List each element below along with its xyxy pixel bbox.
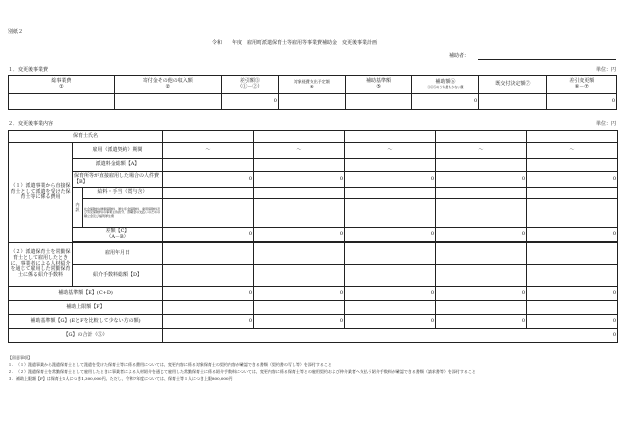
teacher-name-2[interactable] bbox=[254, 131, 345, 143]
group2-label: （２）派遣保育士を常勤保育士として雇用したときに、事業者による人材紹介を通じて雇用した常勤保育士に係る紹介手数料 bbox=[9, 243, 73, 287]
col-change-amount: 差引変更額 ⑥－⑦ bbox=[547, 76, 617, 94]
referral-5[interactable] bbox=[527, 265, 618, 287]
cap-5[interactable] bbox=[527, 301, 618, 315]
col-subsidy-amount: 補助額⑥ ③④⑤のうち最も少ない額 bbox=[412, 76, 479, 94]
final-1: 0 bbox=[163, 315, 254, 329]
fee-2[interactable] bbox=[254, 159, 345, 172]
salary-1[interactable] bbox=[163, 188, 254, 199]
final-2: 0 bbox=[254, 315, 345, 329]
period-label: 雇用（派遣契約）期間 bbox=[73, 143, 163, 159]
hire-2[interactable] bbox=[254, 243, 345, 265]
value-difference: 0 bbox=[221, 94, 278, 110]
final-3: 0 bbox=[345, 315, 436, 329]
salary-5[interactable] bbox=[527, 188, 618, 199]
breakdown-label: 内訳 bbox=[73, 188, 83, 228]
fee-5[interactable] bbox=[527, 159, 618, 172]
referral-3[interactable] bbox=[345, 265, 436, 287]
insurance-4[interactable] bbox=[436, 199, 527, 228]
note-line-1: １．（１）派遣事業から派遣保育士として派遣を受けた保育士等に係る費用については、変更内容に係る対象保育士の契約内容が確認できる書類（契約書の写し等）を添付すること bbox=[8, 362, 332, 367]
insurance-3[interactable] bbox=[345, 199, 436, 228]
note-line-2: ２．（２）派遣保育士を常勤保育士として雇用したときに事業者による人材紹介を通じて雇用した常勤保育士に係る紹介手数料については、変更内容に係る保育士等との雇用契約および仲介業者へ支払う紹介手数料が確認できる書類（請求書等）を添付すること bbox=[8, 369, 476, 374]
insurance-label: 社会保険料(健康保険料、厚生年金保険料、雇用保険料及び労災保険料)の事業主負担分、退職金の支払いのための積立金及び福利厚生費 bbox=[83, 199, 163, 228]
period-2[interactable]: ～ bbox=[254, 143, 345, 159]
labor-cost-label: 保育所等が直接雇用した場合の人件費【B】 bbox=[73, 172, 163, 188]
hire-3[interactable] bbox=[345, 243, 436, 265]
teacher-name-label: 保育士氏名 bbox=[9, 131, 163, 143]
hire-5[interactable] bbox=[527, 243, 618, 265]
salary-3[interactable] bbox=[345, 188, 436, 199]
final-base-label: 補助基準額【G】(EとFを比較して少ない方の額) bbox=[9, 315, 163, 329]
col-difference: 差引額③ （①－②） bbox=[221, 76, 278, 94]
cap-3[interactable] bbox=[345, 301, 436, 315]
cap-4[interactable] bbox=[436, 301, 527, 315]
col-decided-amount: 既交付決定額⑦ bbox=[479, 76, 547, 94]
subsidy-4: 0 bbox=[436, 287, 527, 301]
referral-label: 紹介手数料総額【D】 bbox=[73, 265, 163, 287]
diff-5: 0 bbox=[527, 228, 618, 242]
salary-4[interactable] bbox=[436, 188, 527, 199]
fee-1[interactable] bbox=[163, 159, 254, 172]
diff-1: 0 bbox=[163, 228, 254, 242]
section2-table bbox=[8, 130, 618, 343]
value-planned-expense[interactable] bbox=[278, 94, 345, 110]
subsidy-5: 0 bbox=[527, 287, 618, 301]
teacher-name-4[interactable] bbox=[436, 131, 527, 143]
section2-unit: 単位：円 bbox=[596, 121, 617, 127]
hire-4[interactable] bbox=[436, 243, 527, 265]
fee-3[interactable] bbox=[345, 159, 436, 172]
insurance-1[interactable] bbox=[163, 199, 254, 228]
period-3[interactable]: ～ bbox=[345, 143, 436, 159]
value-subsidy-base[interactable] bbox=[345, 94, 412, 110]
form-number: 別紙２ bbox=[8, 29, 24, 35]
labor-3: 0 bbox=[345, 172, 436, 188]
insurance-2[interactable] bbox=[254, 199, 345, 228]
section1-heading: １．変更後事業費 bbox=[8, 67, 49, 73]
labor-5: 0 bbox=[527, 172, 618, 188]
notes-heading: 【留意事項】 bbox=[8, 355, 32, 360]
col-donation: 寄付金その他の収入額 ② bbox=[114, 76, 221, 94]
page-title: 令和 年度 雇用町派遣保育士等雇用等事業費補助金 変更後事業計画 bbox=[212, 40, 378, 46]
teacher-name-3[interactable] bbox=[345, 131, 436, 143]
referral-4[interactable] bbox=[436, 265, 527, 287]
teacher-name-1[interactable] bbox=[163, 131, 254, 143]
subsidy-1: 0 bbox=[163, 287, 254, 301]
cap-label: 補助上限額【F】 bbox=[9, 301, 163, 315]
group1-label: （１）派遣事業から直接保育士として派遣を受けた保育士等に係る費用 bbox=[9, 143, 73, 243]
total-value: 0 bbox=[163, 329, 618, 343]
labor-4: 0 bbox=[436, 172, 527, 188]
section1-table bbox=[8, 75, 617, 110]
diff-3: 0 bbox=[345, 228, 436, 242]
subsidy-2: 0 bbox=[254, 287, 345, 301]
cap-1[interactable] bbox=[163, 301, 254, 315]
teacher-name-5[interactable] bbox=[527, 131, 618, 143]
salary-2[interactable] bbox=[254, 188, 345, 199]
period-4[interactable]: ～ bbox=[436, 143, 527, 159]
fee-4[interactable] bbox=[436, 159, 527, 172]
cap-2[interactable] bbox=[254, 301, 345, 315]
value-subsidy-amount: 0 bbox=[412, 94, 479, 110]
value-decided-amount[interactable] bbox=[479, 94, 547, 110]
referral-2[interactable] bbox=[254, 265, 345, 287]
col-planned-expense: 対象経費支出予定額 ④ bbox=[278, 76, 345, 94]
value-change-amount: 0 bbox=[547, 94, 617, 110]
fee-label: 派遣料金総額【A】 bbox=[73, 159, 163, 172]
labor-2: 0 bbox=[254, 172, 345, 188]
total-label: 【G】の合計（⑤） bbox=[9, 329, 163, 343]
subsidy-base-label: 補助基準額【E】(C+D) bbox=[9, 287, 163, 301]
hire-1[interactable] bbox=[163, 243, 254, 265]
period-5[interactable]: ～ bbox=[527, 143, 618, 159]
value-total-cost[interactable] bbox=[9, 94, 115, 110]
col-subsidy-base: 補助基準額 ⑤ bbox=[345, 76, 412, 94]
applicant-label: 補助者： bbox=[449, 53, 470, 59]
referral-1[interactable] bbox=[163, 265, 254, 287]
subsidy-3: 0 bbox=[345, 287, 436, 301]
diff-2: 0 bbox=[254, 228, 345, 242]
value-donation[interactable] bbox=[114, 94, 221, 110]
salary-label: 給料・手当（賞与含） bbox=[83, 188, 163, 199]
insurance-5[interactable] bbox=[527, 199, 618, 228]
note-line-3: ３．補助上限額【F】は保育士1人につき1,300,000円。ただし、令和7年度については、保育士等１人につき上限800,000円 bbox=[8, 376, 233, 381]
labor-1: 0 bbox=[163, 172, 254, 188]
section2-heading: ２．変更後事業内容 bbox=[8, 121, 54, 127]
diff-label: 差額【C】 （A－B） bbox=[73, 228, 163, 242]
final-4: 0 bbox=[436, 315, 527, 329]
hire-month-label: 雇用年月日 bbox=[73, 243, 163, 265]
period-1[interactable]: ～ bbox=[163, 143, 254, 159]
section1-unit: 単位：円 bbox=[596, 67, 617, 73]
diff-4: 0 bbox=[436, 228, 527, 242]
final-5: 0 bbox=[527, 315, 618, 329]
applicant-field[interactable] bbox=[478, 59, 616, 60]
col-total-cost: 総事業費 ① bbox=[9, 76, 115, 94]
